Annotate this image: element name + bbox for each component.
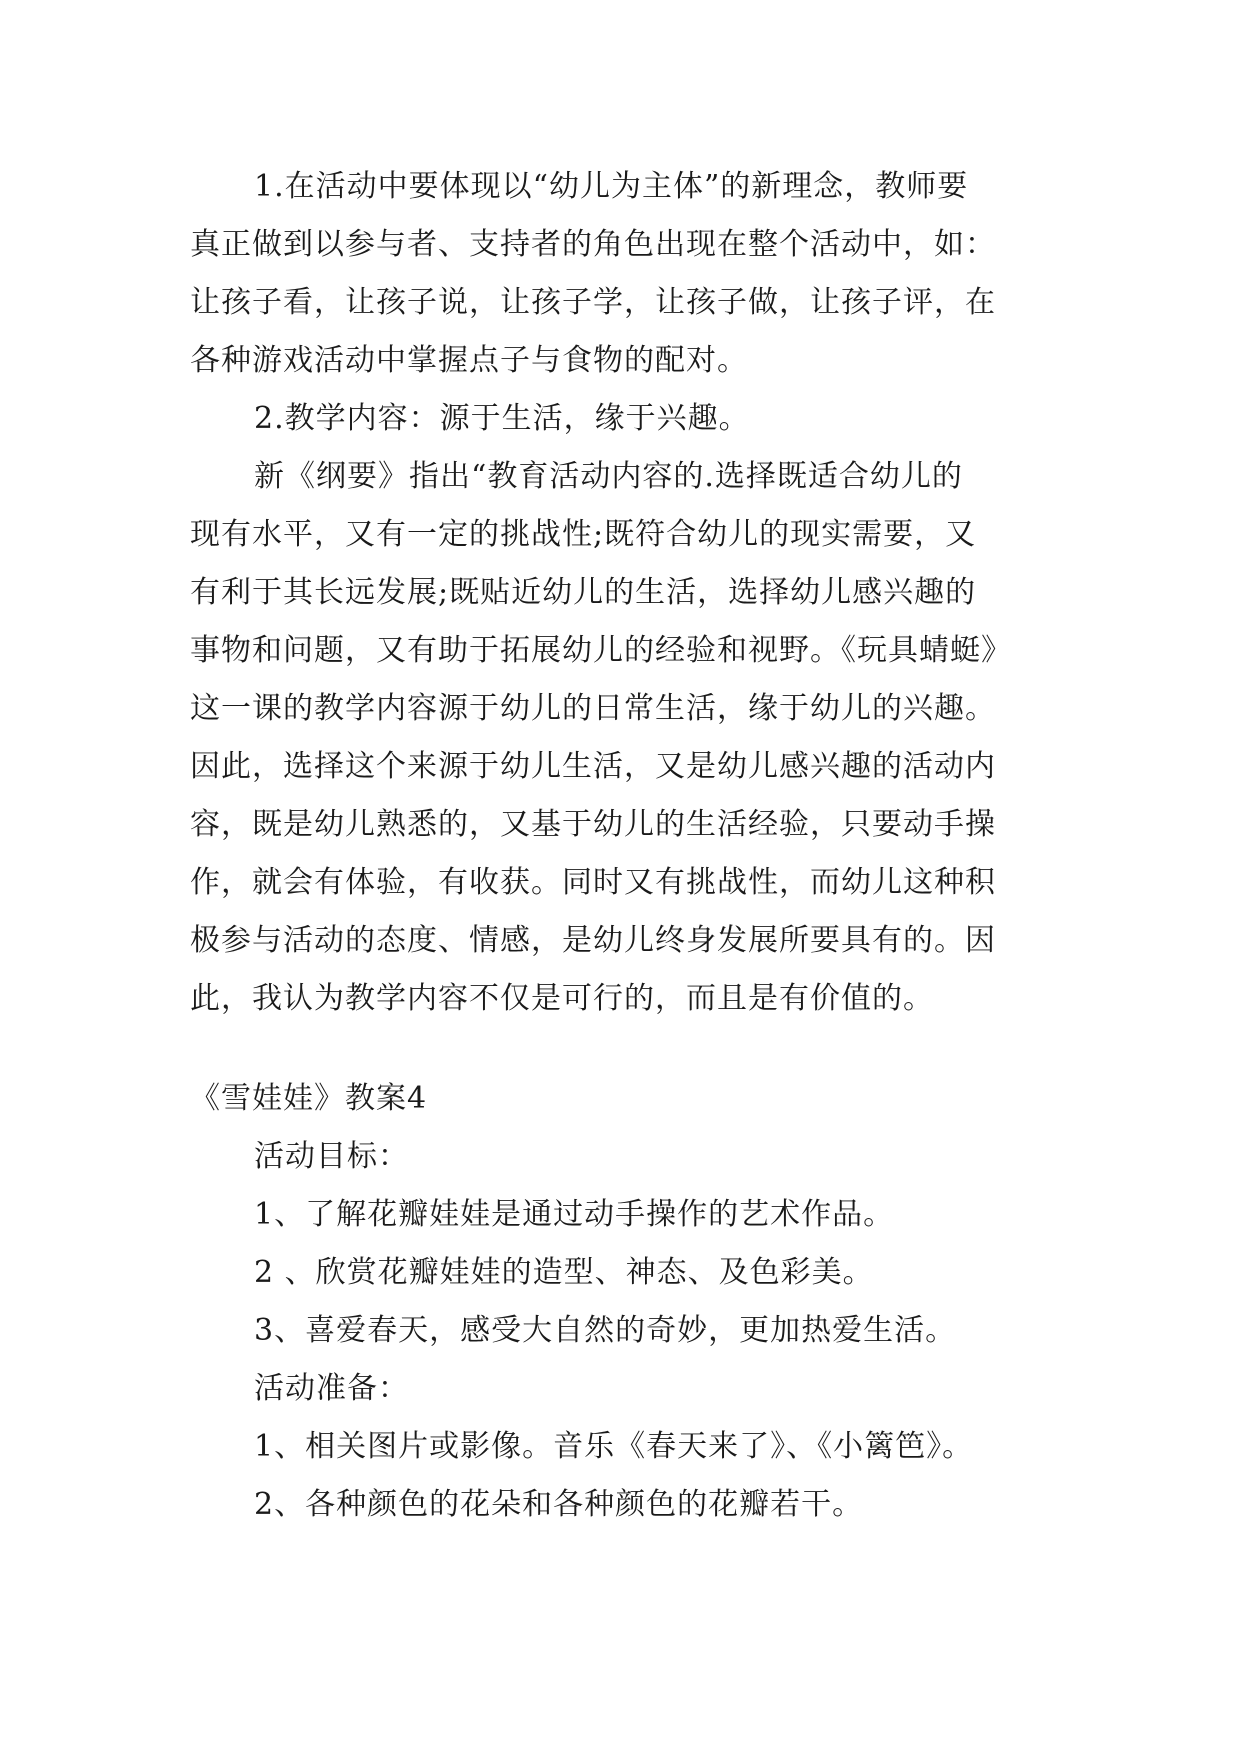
- paragraph-line: 让孩子看，让孩子说，让孩子学，让孩子做，让孩子评，在: [190, 285, 996, 320]
- paragraph-line: 事物和问题，又有助于拓展幼儿的经验和视野。《玩具蜻蜓》: [190, 633, 1012, 668]
- prep-item: 2、各种颜色的花朵和各种颜色的花瓣若干。: [254, 1487, 864, 1522]
- paragraph-line: 各种游戏活动中掌握点子与食物的配对。: [190, 343, 748, 378]
- paragraph-line: 真正做到以参与者、支持者的角色出现在整个活动中，如：: [190, 227, 996, 262]
- goals-heading: 活动目标：: [254, 1139, 409, 1174]
- paragraph-line: 此，我认为教学内容不仅是可行的，而且是有价值的。: [190, 981, 934, 1016]
- paragraph-line: 现有水平，又有一定的挑战性;既符合幼儿的现实需要，又: [190, 517, 977, 552]
- paragraph-line: 因此，选择这个来源于幼儿生活，又是幼儿感兴趣的活动内: [190, 749, 996, 784]
- paragraph-line: 1.在活动中要体现以“幼儿为主体”的新理念，教师要: [254, 169, 969, 204]
- paragraph-line: 作，就会有体验，有收获。同时又有挑战性，而幼儿这种积: [190, 865, 996, 900]
- paragraph-line: 容，既是幼儿熟悉的，又基于幼儿的生活经验，只要动手操: [190, 807, 996, 842]
- paragraph-line: 有利于其长远发展;既贴近幼儿的生活，选择幼儿感兴趣的: [190, 575, 977, 610]
- goal-item: 1、了解花瓣娃娃是通过动手操作的艺术作品。: [254, 1197, 895, 1232]
- goal-item: 2 、欣赏花瓣娃娃的造型、神态、及色彩美。: [254, 1255, 874, 1290]
- goal-item: 3、喜爱春天，感受大自然的奇妙，更加热爱生活。: [254, 1313, 957, 1348]
- lesson-title: 《雪娃娃》教案4: [190, 1081, 428, 1116]
- paragraph-line: 极参与活动的态度、情感，是幼儿终身发展所要具有的。因: [190, 923, 996, 958]
- paragraph-line: 这一课的教学内容源于幼儿的日常生活，缘于幼儿的兴趣。: [190, 691, 996, 726]
- paragraph-line: 2.教学内容：源于生活，缘于兴趣。: [254, 401, 750, 436]
- prep-item: 1、相关图片或影像。音乐《春天来了》、《小篱笆》。: [254, 1429, 974, 1464]
- paragraph-line: 新《纲要》指出“教育活动内容的.选择既适合幼儿的: [254, 459, 963, 494]
- prep-heading: 活动准备：: [254, 1371, 409, 1406]
- section-lesson-plan: [190, 1070, 1060, 1534]
- section-lesson-analysis: [190, 158, 1060, 1028]
